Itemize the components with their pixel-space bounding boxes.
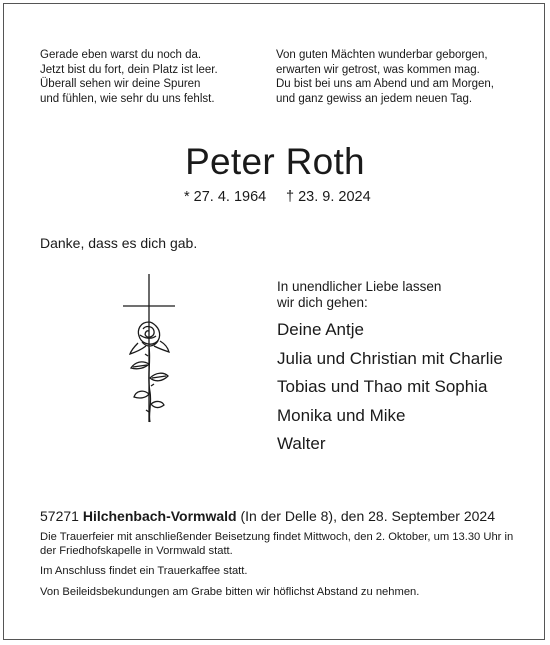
address-date: (In der Delle 8), den 28. September 2024 bbox=[240, 508, 495, 524]
farewell-intro bbox=[277, 279, 441, 310]
cross-with-rose-icon bbox=[118, 272, 180, 452]
condolence-notice: Von Beileidsbekundungen am Grabe bitten wir höflichst Abstand zu nehmen. bbox=[40, 586, 420, 598]
family-list bbox=[277, 316, 503, 459]
poem-right-line: erwarten wir getrost, was kommen mag. bbox=[276, 63, 480, 76]
poem-left-line: Gerade eben warst du noch da. bbox=[40, 49, 202, 61]
poem-left-line: Überall sehen wir deine Spuren bbox=[40, 78, 201, 91]
family-member: Monika und Mike bbox=[277, 405, 406, 425]
farewell-intro-line: In unendlicher Liebe lassen bbox=[277, 279, 442, 294]
poem-right bbox=[276, 48, 494, 106]
poem-right-line: Von guten Mächten wunderbar geborgen, bbox=[276, 49, 488, 61]
deceased-name: Peter Roth bbox=[185, 141, 365, 182]
postal-code: 57271 bbox=[40, 508, 79, 524]
family-member: Walter bbox=[277, 434, 326, 453]
ceremony-notice: Die Trauerfeier mit anschließender Beisetzung findet Mittwoch, den 2. Oktober, um 13.30 Uhr in der Friedhofskapelle in Vormwald statt. bbox=[40, 531, 514, 557]
town-name: Hilchenbach-Vormwald bbox=[82, 508, 237, 524]
family-member: Deine Antje bbox=[277, 320, 364, 339]
farewell-intro-line: wir dich gehen: bbox=[277, 294, 368, 310]
coffee-notice: Im Anschluss findet ein Trauerkaffee statt. bbox=[40, 565, 248, 577]
poem-left-line: und fühlen, wie sehr du uns fehlst. bbox=[40, 92, 215, 105]
poem-left-line: Jetzt bist du fort, dein Platz ist leer. bbox=[40, 63, 218, 76]
family-member: Julia und Christian mit Charlie bbox=[277, 348, 503, 368]
thanks-line: Danke, dass es dich gab. bbox=[40, 235, 198, 251]
poem-right-line: Du bist bei uns am Abend und am Morgen, bbox=[276, 78, 494, 91]
poem-right-line: und ganz gewiss an jedem neuen Tag. bbox=[276, 92, 473, 105]
birth-date: * 27. 4. 1964 bbox=[184, 189, 267, 205]
poem-left bbox=[40, 48, 218, 106]
place-and-date bbox=[40, 508, 495, 524]
family-member: Tobias und Thao mit Sophia bbox=[277, 377, 488, 396]
death-date: † 23. 9. 2024 bbox=[286, 189, 371, 205]
